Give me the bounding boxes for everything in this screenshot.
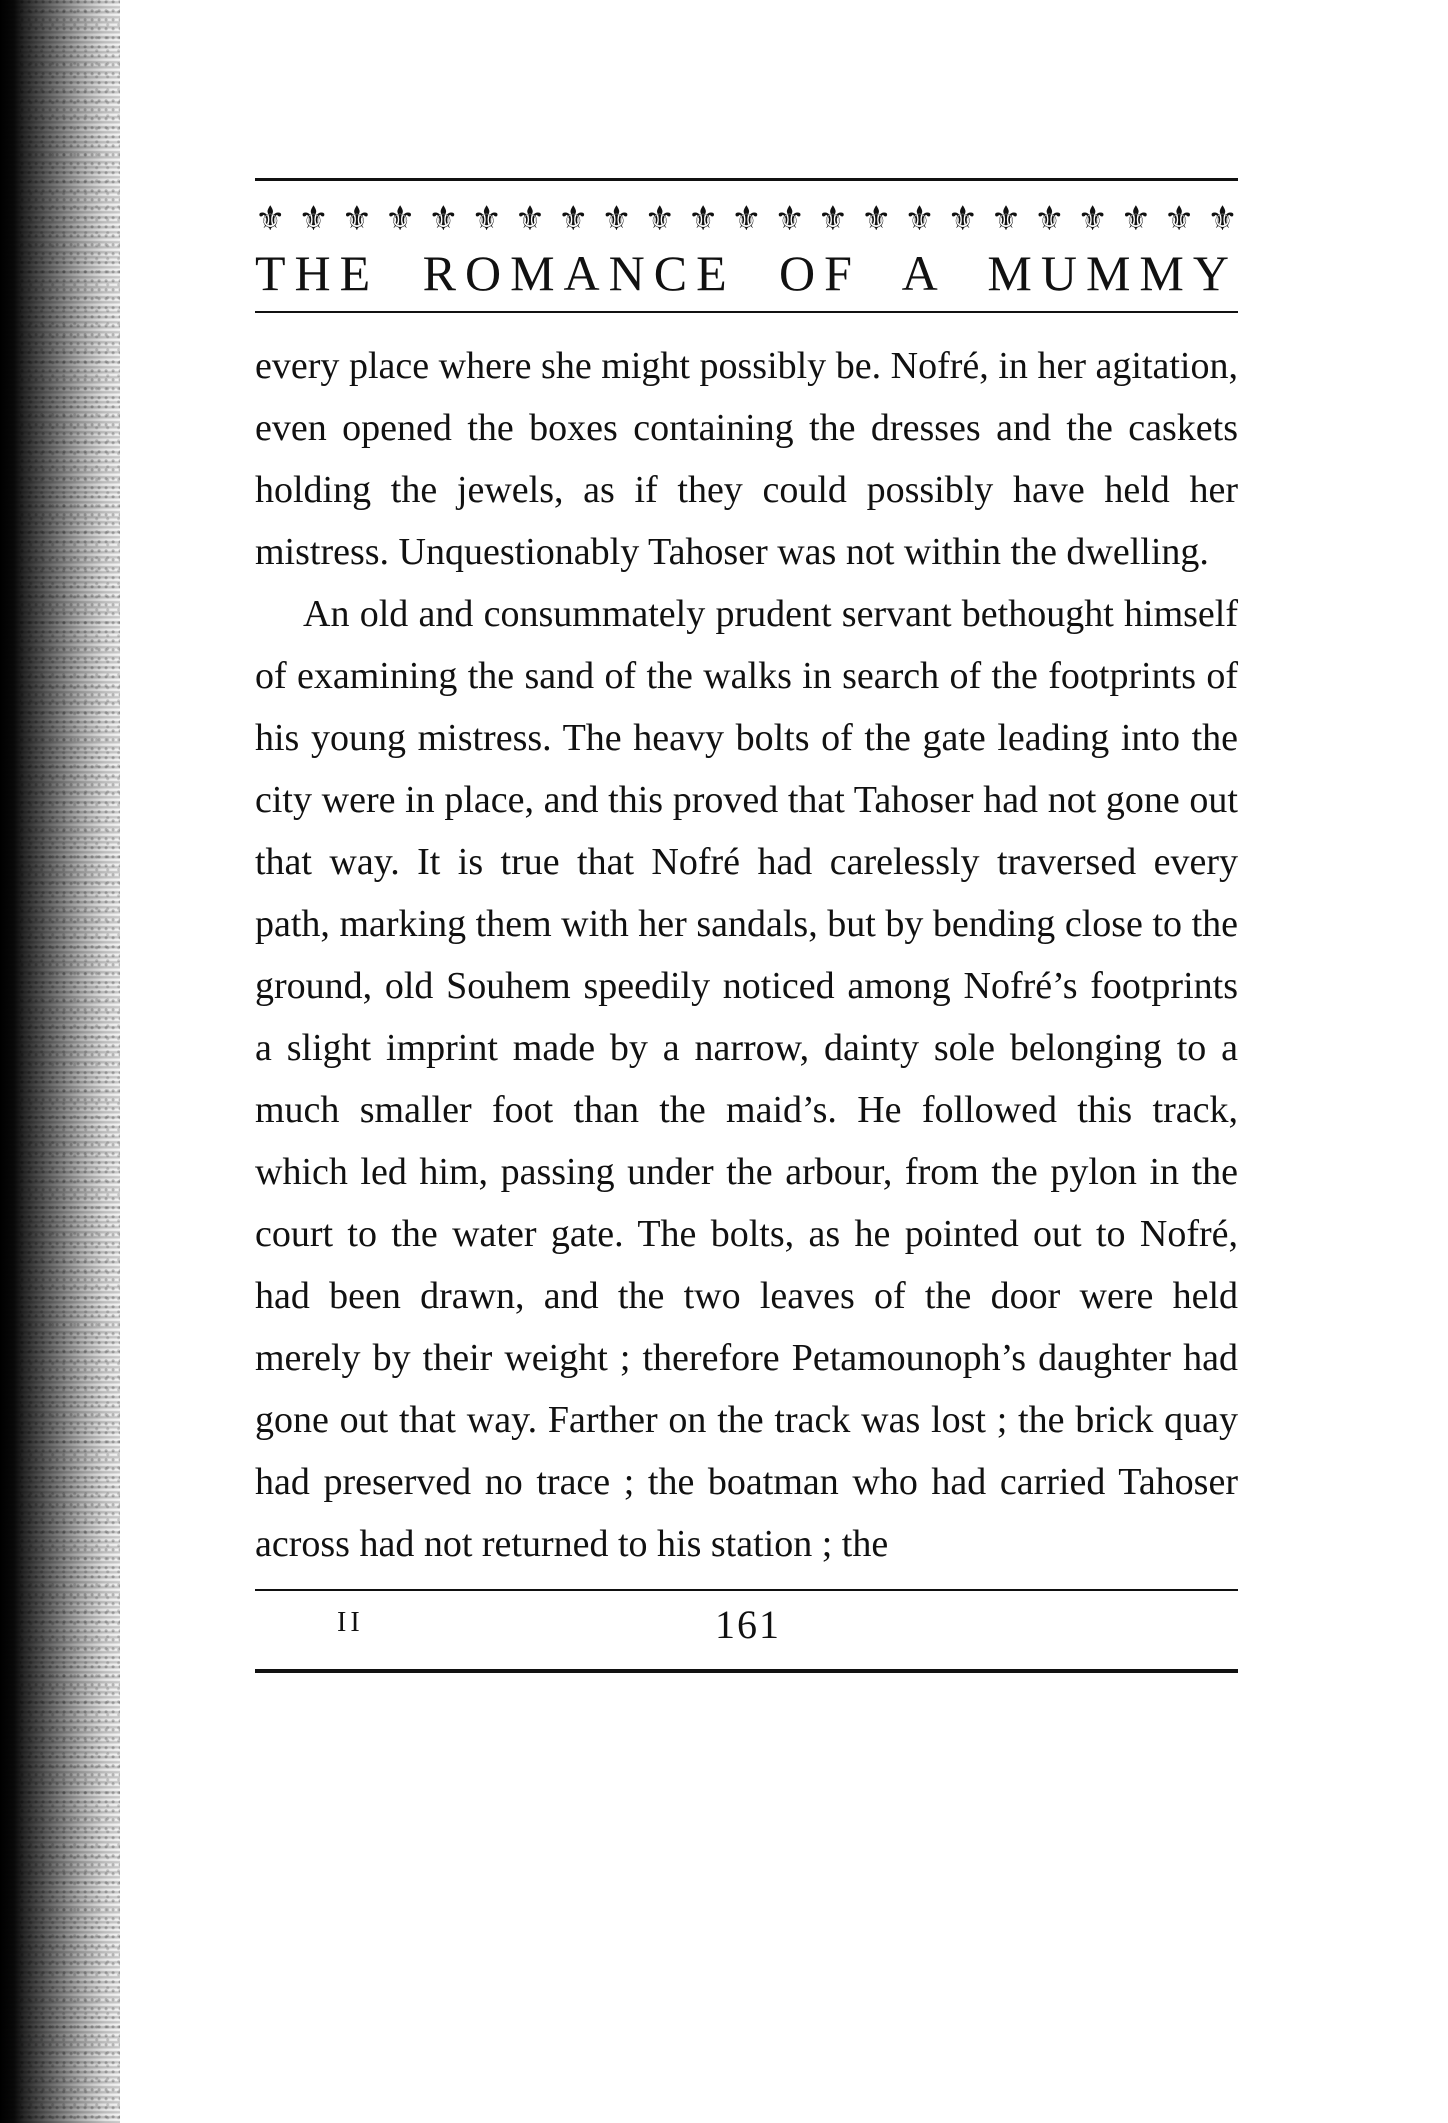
fleuron-icon: ⚜: [601, 199, 632, 239]
fleuron-icon: ⚜: [1077, 199, 1108, 239]
fleuron-icon: ⚜: [298, 199, 329, 239]
fleuron-icon: ⚜: [687, 199, 719, 239]
fleuron-icon: ⚜: [990, 199, 1022, 239]
fleuron-icon: ⚜: [860, 199, 892, 239]
signature-mark: II: [337, 1607, 364, 1638]
fleuron-icon: ⚜: [1163, 199, 1195, 239]
fleuron-icon: ⚜: [255, 199, 286, 239]
header-bottom-rule: [255, 311, 1238, 313]
fleuron-icon: ⚜: [904, 199, 935, 239]
header-top-rule: [255, 178, 1238, 181]
fleuron-icon: ⚜: [471, 199, 502, 239]
footer-top-rule: [255, 1589, 1238, 1591]
book-page: [255, 178, 1238, 1673]
paragraph-2: An old and consummately prudent servant bethought himself of examining the sand of the walks in search of the footprints of his young mistress. The heavy bolts of the gate leading into the city were in place, and this proved that Tahoser had not gone out that way. It is true that Nofré had carelessly traversed every path, marking them with her sandals, but by bending close to the ground, old Souhem speedily noticed among Nofré’s footprints a slight imprint made by a narrow, dainty sole belonging to a much smaller foot than the maid’s. He followed this track, which led him, passing under the arbour, from the pylon in the court to the water gate. The bolts, as he pointed out to Nofré, had been drawn, and the two leaves of the door were held merely by their weight ; therefore Petamounoph’s daughter had gone out that way. Farther on the track was lost ; the brick quay had preserved no trace ; the boatman who had carried Tahoser across had not returned to his station ; the: [255, 593, 1238, 1565]
fleuron-icon: ⚜: [428, 199, 459, 239]
binding-shadow-texture: [20, 0, 120, 2123]
fleuron-ornament-row: [255, 199, 1238, 239]
fleuron-icon: ⚜: [817, 199, 849, 239]
paragraph-1: every place where she might possibly be. Nofré, in her agitation, even opened the boxes containing the dresses and the caskets holding the jewels, as if they could possibly have held her mistress. Unquestionably Tahoser was not within the dwelling.: [255, 345, 1238, 573]
fleuron-icon: ⚜: [514, 199, 546, 239]
fleuron-icon: ⚜: [644, 199, 676, 239]
fleuron-icon: ⚜: [731, 199, 762, 239]
fleuron-icon: ⚜: [947, 199, 978, 239]
fleuron-icon: ⚜: [1120, 199, 1152, 239]
fleuron-icon: ⚜: [557, 199, 589, 239]
fleuron-icon: ⚜: [341, 199, 373, 239]
fleuron-icon: ⚜: [1207, 199, 1238, 239]
running-head: THE ROMANCE OF A MUMMY: [255, 245, 1238, 301]
page-number: 161: [715, 1602, 781, 1647]
fleuron-icon: ⚜: [1034, 199, 1065, 239]
fleuron-icon: ⚜: [774, 199, 805, 239]
footer-bottom-rule: [255, 1669, 1238, 1673]
body-text: [255, 335, 1238, 1575]
page-footer: [255, 1601, 1238, 1661]
fleuron-icon: ⚜: [384, 199, 416, 239]
